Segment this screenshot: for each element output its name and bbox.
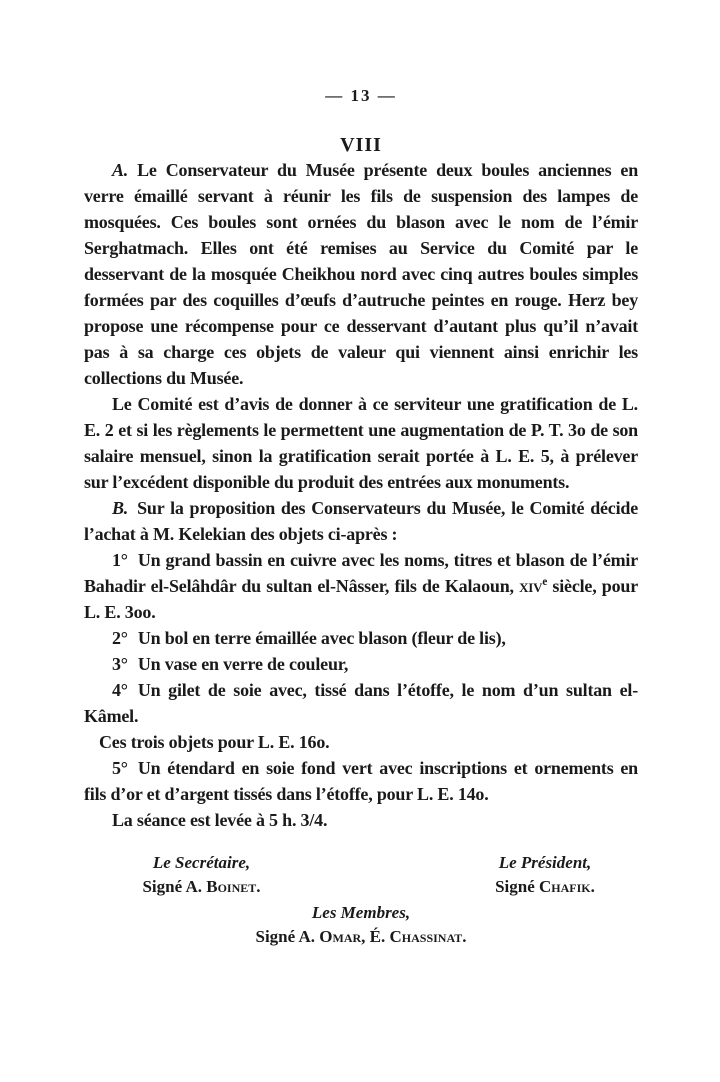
members-role: Les Membres,	[311, 903, 411, 922]
paragraph-a-label: A.	[112, 160, 129, 180]
president-role: Le Président,	[498, 853, 592, 872]
list-item-4-continuation: Ces trois objets pour L. E. 16o.	[99, 732, 330, 752]
list-item-4	[84, 677, 638, 729]
members-name-2: Chassinat	[389, 927, 463, 946]
item-3-number: 3°	[112, 654, 128, 674]
item-2-number: 2°	[112, 628, 128, 648]
president-signed-suffix: .	[590, 877, 595, 896]
members-name-1: Omar	[319, 927, 362, 946]
secretary-name: Boinet	[206, 877, 257, 896]
secretary-signed-suffix: .	[256, 877, 261, 896]
paragraph-b-text: Sur la proposition des Conservateurs du Musée, le Comité décide l’achat à M. Kelekian des objets ci-après :	[84, 498, 638, 544]
members-signed	[84, 925, 638, 949]
item-2-text: Un bol en terre émaillée avec blason (fleur de lis),	[137, 628, 506, 648]
list-item-3	[84, 651, 638, 677]
closing-line: La séance est levée à 5 h. 3/4.	[112, 810, 328, 830]
item-1-century-sup: e	[542, 576, 548, 588]
paragraph-b	[84, 495, 638, 547]
paragraph-comite: Le Comité est d’avis de donner à ce serviteur une gratification de L. E. 2 et si les règlements le permettent une augmentation de P. T. 3o de son salaire mensuel, sinon la gratification serait portée à L. E. 5, à prélever sur l’excédent disponible du produit des entrées aux monuments.	[84, 394, 638, 492]
paragraph-a-text: Le Conservateur du Musée présente deux boules anciennes en verre émaillé servant à réunir les fils de suspension des lampes de mosquées. Ces boules sont ornées du blason avec le nom de l’émir Serghatmach. Elles ont été remises au Service du Comité par le desservant de la mosquée Cheikhou nord avec cinq autres boules simples formées par des coquilles d’œufs d’autruche peintes en rouge. Herz bey propose une récompense pour ce desservant d’autant plus qu’il n’avait pas à sa charge ces objets de valeur qui viennent ainsi enrichir les collections du Musée.	[84, 160, 638, 388]
text-block	[84, 86, 638, 971]
members-signed-mid: , É.	[361, 927, 390, 946]
paragraph-b-label: B.	[112, 498, 129, 518]
item-4-number: 4°	[112, 680, 128, 700]
paragraph-a	[84, 157, 638, 391]
president-signed-prefix: Signé	[495, 877, 540, 896]
item-3-text: Un vase en verre de couleur,	[137, 654, 349, 674]
item-1-century-roman: xiv	[519, 576, 543, 596]
list-item-1	[84, 547, 638, 625]
secretary-signed-prefix: Signé A.	[142, 877, 207, 896]
signature-block	[84, 851, 638, 971]
item-1-number: 1°	[112, 550, 128, 570]
signature-secretary	[99, 851, 304, 899]
list-item-2	[84, 625, 638, 651]
president-signed	[436, 875, 654, 899]
section-heading: VIII	[340, 134, 382, 156]
item-1-text-before: Un grand bassin en cuivre avec les noms, titres et blason de l’émir Bahadir el-Selâhdâr du sultan el-Nâsser, fils de Kalaoun,	[84, 550, 638, 596]
president-name: Chafik	[539, 877, 591, 896]
members-signed-prefix: Signé A.	[255, 927, 320, 946]
secretary-signed	[99, 875, 304, 899]
signature-president	[436, 851, 654, 899]
item-5-text: Un étendard en soie fond vert avec inscriptions et ornements en fils d’or et d’argent tissés dans l’étoffe, pour L. E. 14o.	[84, 758, 638, 804]
item-1-text-after: siècle, pour L. E. 3oo.	[84, 576, 638, 622]
members-signed-suffix: .	[462, 927, 467, 946]
list-item-5	[84, 755, 638, 807]
item-4-text: Un gilet de soie avec, tissé dans l’étoffe, le nom d’un sultan el-Kâmel.	[84, 680, 638, 726]
page-number: — 13 —	[325, 86, 397, 105]
item-5-number: 5°	[112, 758, 128, 778]
secretary-role: Le Secrétaire,	[152, 853, 251, 872]
signature-members	[84, 901, 638, 949]
